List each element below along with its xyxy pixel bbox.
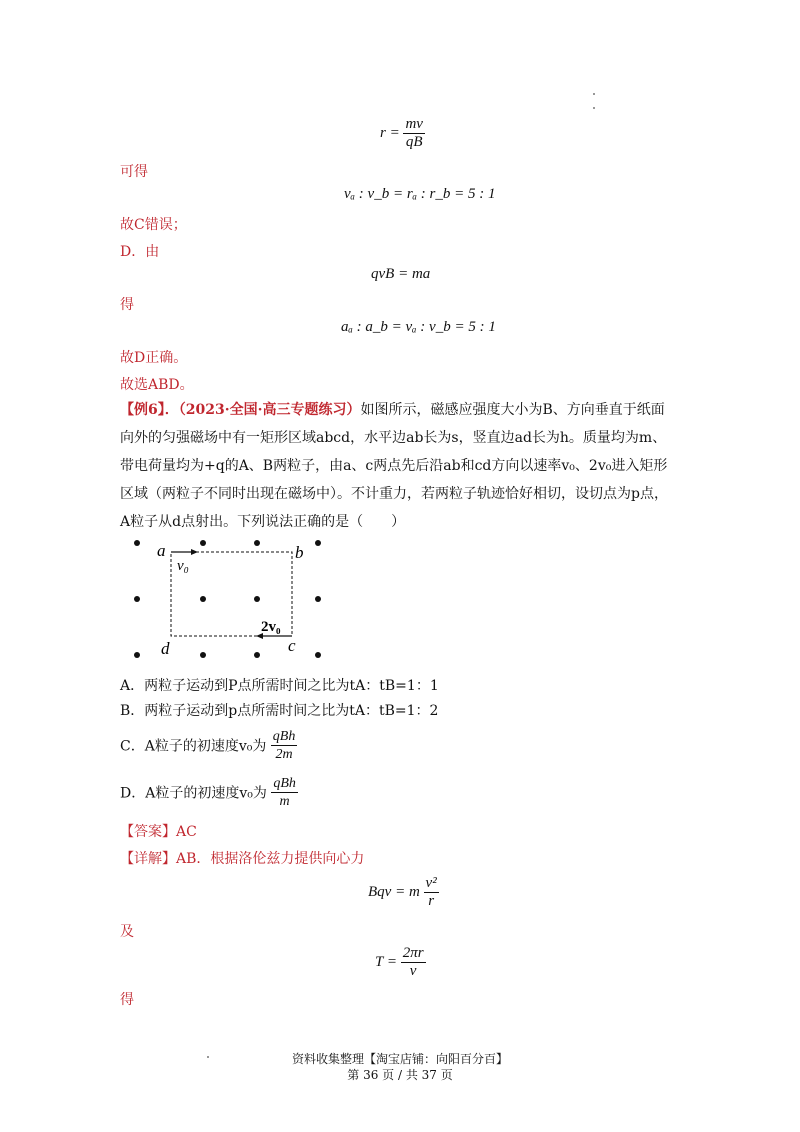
option-b: B．两粒子运动到p点所需时间之比为tA：tB=1：2	[120, 703, 439, 719]
equation-bqv-numerator: v²	[425, 875, 437, 891]
label-v0: v₀	[177, 558, 189, 574]
field-dot	[134, 652, 140, 658]
equation-r-fraction	[403, 116, 425, 151]
equation-bqv-denominator: r	[428, 893, 435, 909]
option-d-prefix: D．A粒子的初速度v₀为	[120, 785, 267, 802]
example-line-1	[120, 396, 690, 424]
field-dot	[200, 596, 206, 602]
option-d-numerator: qBh	[273, 776, 296, 791]
arrow-v0-head	[191, 549, 198, 555]
field-dot	[134, 596, 140, 602]
example-line-2: 向外的匀强磁场中有一矩形区域abcd，水平边ab长为s，竖直边ad长为h。质量均为m、	[120, 430, 667, 446]
equation-period	[375, 945, 426, 980]
equation-bqv	[368, 875, 439, 910]
option-c	[120, 728, 297, 763]
option-d	[120, 775, 298, 810]
option-c-denominator: 2m	[275, 747, 293, 762]
field-dot	[134, 540, 140, 546]
option-c-fraction	[271, 728, 298, 763]
equation-bqv-lhs: Bqv = m	[368, 883, 420, 900]
equation-bqv-fraction	[424, 875, 439, 910]
option-c-prefix: C．A粒子的初速度v₀为	[120, 738, 267, 755]
footer-page-number: 第 36 页 / 共 37 页	[347, 1068, 453, 1082]
label-b: b	[295, 543, 304, 562]
equation-qvb: qvB = ma	[371, 266, 431, 282]
option-d-fraction	[271, 775, 298, 810]
choose-text: 故选ABD。	[120, 377, 194, 393]
ji-text: 及	[120, 924, 134, 940]
corner-mark-1	[593, 93, 595, 95]
example-tag: 【例6】．（2023·全国·高三专题练习）	[120, 402, 361, 418]
example-line-5: A粒子从d点射出。下列说法正确的是（ ）	[120, 514, 406, 530]
equation-r-numerator: mv	[405, 116, 423, 132]
option-c-numerator: qBh	[272, 729, 296, 744]
field-dot	[315, 540, 321, 546]
equation-accel-ratio: aₐ : a_b = vₐ : v_b = 5 : 1	[341, 319, 496, 335]
de-text: 得	[120, 297, 134, 313]
option-d-denominator: m	[279, 794, 290, 809]
field-dot	[200, 652, 206, 658]
magnetic-field-figure	[120, 530, 340, 670]
field-dot	[254, 596, 260, 602]
d-right-text: 故D正确。	[120, 350, 188, 366]
equation-r-lhs: r =	[380, 124, 400, 141]
keyide-text: 可得	[120, 164, 148, 180]
label-2v0: 2v₀	[261, 619, 281, 635]
field-dot	[315, 596, 321, 602]
field-dot	[315, 652, 321, 658]
field-dot	[200, 540, 206, 546]
option-a: A．两粒子运动到P点所需时间之比为tA：tB=1：1	[120, 678, 439, 694]
label-a: a	[157, 541, 166, 560]
c-wrong-text: 故C错误；	[120, 217, 187, 233]
example-line-3: 带电荷量均为+q的A、B两粒子，由a、c两点先后沿ab和cd方向以速率v₀、2v₀进入矩形	[120, 458, 668, 474]
d-by-text: D．由	[120, 244, 160, 260]
equation-r	[380, 116, 425, 151]
equation-period-lhs: T =	[375, 953, 397, 970]
equation-period-fraction	[401, 945, 426, 980]
label-c: c	[288, 636, 296, 655]
example-6-block	[120, 396, 690, 536]
equation-period-denominator: v	[409, 963, 417, 979]
field-dot	[254, 652, 260, 658]
answer-text: 【答案】AC	[120, 824, 197, 840]
example-line-1-rest: 如图所示，磁感应强度大小为B、方向垂直于纸面	[360, 402, 665, 418]
corner-mark-2	[593, 107, 595, 109]
label-d: d	[161, 639, 170, 658]
footer-source: 资料收集整理【淘宝店铺：向阳百分百】	[291, 1052, 508, 1066]
equation-r-denominator: qB	[405, 134, 423, 150]
example-line-4: 区域（两粒子不同时出现在磁场中）。不计重力，若两粒子轨迹恰好相切，设切点为p点，	[120, 486, 668, 502]
de2-text: 得	[120, 992, 134, 1008]
detail-text: 【详解】AB．根据洛伦兹力提供向心力	[120, 851, 365, 867]
field-dot	[254, 540, 260, 546]
equation-velocity-ratio: vₐ : v_b = rₐ : r_b = 5 : 1	[344, 186, 496, 202]
equation-period-numerator: 2πr	[402, 945, 424, 961]
